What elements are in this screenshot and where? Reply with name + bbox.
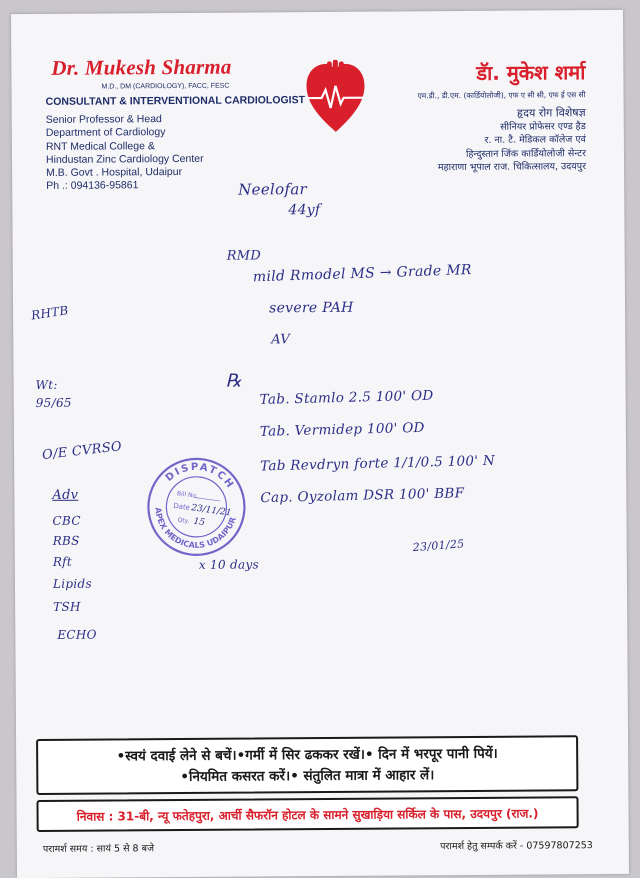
vitals-note: Wt: 95/65: [35, 377, 72, 410]
investigation-item: Lipids: [52, 576, 92, 591]
stamp-ring-icon: [139, 450, 254, 565]
info-line: RNT Medical College &: [45, 139, 155, 153]
rx-symbol: ℞: [225, 370, 243, 392]
investigation-item: Rft: [52, 554, 73, 569]
advice-box: [36, 735, 578, 795]
stamp-qty-value: 15: [192, 516, 206, 529]
contact-number: परामर्श हेतु सम्पर्क करें - 07597807253: [440, 840, 593, 853]
doctor-info-hi: [437, 106, 586, 175]
left-note: RHTB: [30, 303, 70, 323]
info-line: Department of Cardiology: [45, 126, 166, 140]
advice-line-2: •नियमित कसरत करें।• संतुलित मात्रा में आहार लें।: [180, 767, 435, 785]
patient-name: Neelofar: [238, 180, 308, 199]
rx-item: Cap. Oyzolam DSR 100' BBF: [260, 485, 465, 507]
doctor-title-en: CONSULTANT & INTERVENTIONAL CARDIOLOGIST: [45, 94, 306, 108]
info-line-hi: हिन्दुस्तान जिंक कार्डियोलोजी सेन्टर: [465, 147, 587, 160]
stamp-bottom-text: APEX MEDICALS UDAIPUR: [153, 506, 238, 550]
heart-logo-icon: [303, 60, 368, 134]
address-box: [36, 796, 578, 832]
investigation-item: ECHO: [57, 627, 97, 642]
consult-time: परामर्श समय : सायं 5 से 8 बजे: [42, 843, 155, 855]
investigation-item: RBS: [52, 533, 80, 548]
info-line: Hindustan Zinc Cardiology Center: [45, 152, 204, 166]
doctor-info-en: [46, 113, 204, 194]
info-line-hi: महाराणा भूपाल राज. चिकित्सालय, उदयपुर: [437, 161, 587, 174]
stamp-qty-label: Qty.: [177, 516, 190, 525]
date-signature: 23/01/25: [412, 537, 465, 555]
investigation-item: TSH: [53, 599, 81, 614]
info-line-hi: हृदय रोग विशेषज्ञ: [516, 106, 586, 120]
doctor-name-en: Dr. Mukesh Sharma: [51, 54, 232, 80]
info-line-hi: सीनियर प्रोफेसर एण्ड हैड: [500, 120, 586, 133]
rx-item: Tab. Vermidep 100' OD: [259, 419, 425, 440]
rx-duration: x 10 days: [198, 557, 260, 572]
info-line: M.B. Govt . Hospital, Udaipur: [46, 166, 183, 180]
doctor-name-hi: डॅा. मुकेश शर्मा: [476, 60, 586, 85]
diagnosis-line: severe PAH: [268, 299, 354, 317]
residence-address: निवास : 31-बी, न्यू फतेहपुरा, आर्ची सैफरॉन होटल के सामने सुखाड़िया सर्किल के पास, उदयपुर (राज.): [76, 805, 539, 824]
info-line-hi: र. ना. टै. मेडिकल कॉलेज एवं: [484, 134, 586, 146]
investigation-item: Adv: [52, 487, 79, 503]
investigation-item: CBC: [52, 513, 81, 528]
rx-item: Tab Revdryn forte 1/1/0.5 100' N: [259, 452, 496, 475]
diagnosis-line: AV: [271, 332, 291, 348]
dispatch-stamp: [139, 450, 254, 565]
advice-line-1: •स्वयं दवाई लेने से बचें।•गर्मी में सिर ढककर रखें।• दिन में भरपूर पानी पियें।: [116, 745, 498, 765]
diagnosis-line: mild Rmodel MS → Grade MR: [252, 262, 472, 286]
exam-note: O/E CVRSO: [41, 439, 123, 464]
diagnosis-label: RMD: [226, 248, 262, 264]
doctor-degree-en: M.D., DM (CARDIOLOGY), FACC, FESC: [101, 82, 230, 91]
doctor-degree-hi: एम.डी., डी.एम. (कार्डियोलोजी), एफ ए सी सी, एफ ई एस सी: [417, 90, 586, 101]
info-phone: Ph .: 094136-95861: [46, 179, 139, 193]
rx-item: Tab. Stamlo 2.5 100' OD: [259, 387, 434, 408]
prescription-sheet: [11, 10, 629, 878]
stamp-date-value: 23/11/21: [190, 503, 232, 519]
stamp-top-text: DISPATCH: [163, 461, 237, 492]
patient-age-sex: 44yf: [288, 201, 321, 219]
stamp-bill-label: Bill No.: [176, 490, 199, 500]
stamp-date-label: Date: [172, 501, 191, 512]
info-line: Senior Professor & Head: [45, 113, 162, 126]
